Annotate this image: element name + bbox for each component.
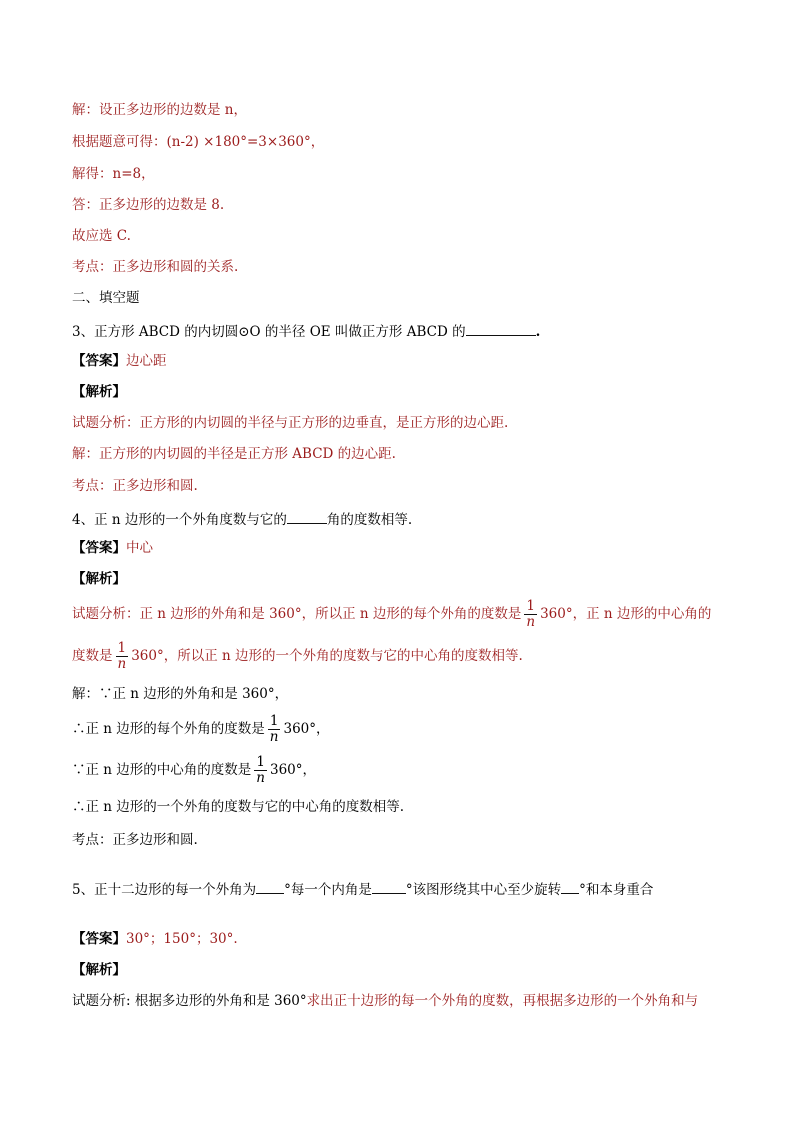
answer-tag: 【答案】: [72, 931, 126, 947]
solution-step: [72, 752, 316, 788]
question-text: °每一个内角是: [284, 882, 372, 898]
solution-line-3: 解得：n=8，: [72, 166, 155, 182]
answer-text: 30°；150°；30°.: [126, 931, 238, 947]
analysis-text: 求出正十边形的每一个外角的度数，再根据多边形的一个外角和与: [306, 993, 699, 1009]
solution-line-4: 答：正多边形的边数是 8.: [72, 197, 225, 213]
fraction-numerator: 1: [254, 755, 267, 771]
question-5: [72, 879, 653, 899]
analysis-line: 考点：正多边形和圆.: [72, 478, 198, 494]
analysis-text: 360°，所以正 n 边形的一个外角的度数与它的中心角的度数相等.: [131, 648, 523, 664]
solution-step: ∴正 n 边形的一个外角的度数与它的中心角的度数相等.: [72, 799, 405, 815]
analysis-line: [72, 596, 711, 632]
analysis-tag: 【解析】: [72, 384, 126, 400]
solution-line-5: 故应选 C.: [72, 228, 131, 244]
answer-line-5: [72, 930, 238, 948]
solution-line-1: 解：设正多边形的边数是 n，: [72, 102, 247, 118]
section-title: 二、填空题: [72, 290, 140, 306]
question-3-text: 3、正方形 ABCD 的内切圆⊙O 的半径 OE 叫做正方形 ABCD 的: [72, 324, 466, 340]
analysis-line: [72, 638, 523, 674]
fraction-numerator: 1: [524, 599, 537, 615]
analysis-text: 试题分析: 根据多边形的外角和是 360°: [72, 993, 307, 1009]
question-4-end: 角的度数相等.: [326, 512, 413, 528]
analysis-text: 试题分析：正 n 边形的外角和是 360°，所以正 n 边形的每个外角的度数是: [72, 606, 522, 622]
analysis-line: 解：正方形的内切圆的半径是正方形 ABCD 的边心距.: [72, 446, 396, 462]
step-text: 360°，: [269, 762, 317, 778]
step-text: ∴正 n 边形的每个外角的度数是: [72, 721, 265, 737]
fraction-denominator: n: [269, 729, 279, 745]
answer-tag: 【答案】: [72, 540, 126, 556]
answer-blank: [466, 321, 536, 336]
solution-line-2: 根据题意可得：(n-2) ×180°=3×360°，: [72, 134, 325, 150]
question-3: [72, 321, 540, 341]
fraction: [268, 714, 281, 745]
answer-blank: [561, 879, 579, 894]
fraction: [116, 641, 129, 672]
analysis-tag: 【解析】: [72, 962, 126, 978]
question-text: °该图形绕其中心至少旋转: [405, 882, 562, 898]
topic-line: 考点：正多边形和圆.: [72, 832, 198, 848]
fraction-numerator: 1: [268, 714, 281, 730]
question-text: °和本身重合: [579, 882, 654, 898]
answer-tag: 【答案】: [72, 353, 126, 369]
solution-line-6: 考点：正多边形和圆的关系.: [72, 259, 239, 275]
question-4: [72, 509, 412, 529]
step-text: 360°，: [283, 721, 330, 737]
fraction-numerator: 1: [116, 641, 129, 657]
answer-text: 中心: [126, 540, 153, 556]
solution-step: 解：∵正 n 边形的外角和是 360°，: [72, 686, 289, 702]
fraction: [254, 755, 267, 786]
analysis-line: 试题分析：正方形的内切圆的半径与正方形的边垂直，是正方形的边心距.: [72, 415, 509, 431]
analysis-tag: 【解析】: [72, 571, 126, 587]
answer-line-4: [72, 539, 153, 557]
answer-text: 边心距: [126, 353, 167, 369]
solution-step: [72, 711, 330, 747]
fraction-denominator: n: [256, 770, 265, 786]
analysis-text: 360°，正 n 边形的中心角的: [540, 606, 712, 622]
question-text: 5、正十二边形的每一个外角为: [72, 882, 257, 898]
question-4-text: 4、正 n 边形的一个外角度数与它的: [72, 512, 287, 528]
fraction-denominator: n: [117, 656, 127, 672]
step-text: ∵正 n 边形的中心角的度数是: [72, 762, 252, 778]
answer-blank: [287, 509, 327, 524]
answer-line-3: [72, 352, 167, 370]
fraction: [524, 599, 537, 630]
analysis-text: 度数是: [72, 648, 113, 664]
fraction-denominator: n: [526, 614, 536, 630]
analysis-line: [72, 992, 698, 1010]
question-3-end: .: [535, 324, 541, 340]
answer-blank: [372, 879, 406, 894]
answer-blank: [256, 879, 284, 894]
